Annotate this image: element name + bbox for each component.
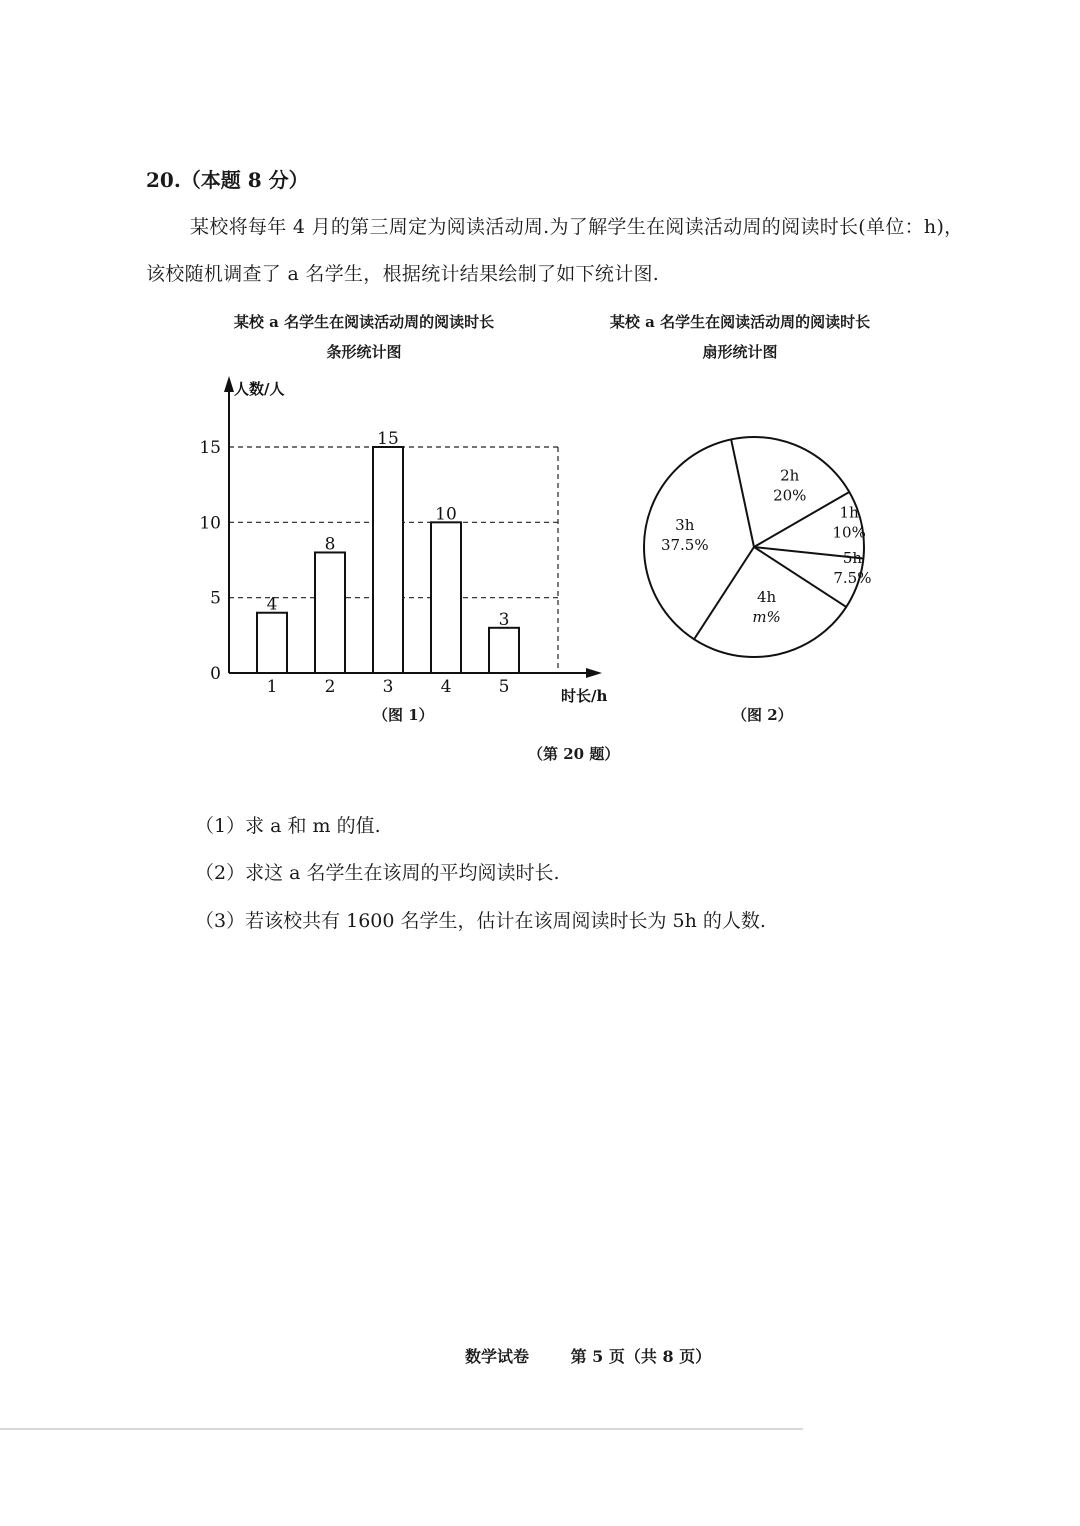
- x-axis-label: 时长/h: [561, 687, 608, 705]
- question-intro-line-1: 某校将每年 4 月的第三周定为阅读活动周.为了解学生在阅读活动周的阅读时长(单位：h)，: [190, 216, 964, 238]
- question-intro-line-2: 该校随机调查了 a 名学生，根据统计结果绘制了如下统计图.: [146, 263, 660, 285]
- pie-slice-label-3h: 3h: [675, 516, 695, 535]
- pie-slice-value-4h: m%: [752, 608, 781, 627]
- pie-slice-value-3h: 37.5%: [660, 536, 709, 555]
- bar-value-label-5: 3: [498, 609, 510, 630]
- figure-1-caption: （图 1）: [373, 706, 434, 724]
- footer-subject: 数学试卷: [465, 1347, 530, 1366]
- sub-question-3: （3）若该校共有 1600 名学生，估计在该周阅读时长为 5h 的人数.: [195, 910, 766, 932]
- x-tick-label-4: 4: [440, 677, 452, 697]
- pie-slice-label-2h: 2h: [780, 466, 800, 485]
- pie-slice-label-1h: 1h: [839, 503, 859, 522]
- y-tick-label-5: 5: [210, 588, 221, 609]
- y-axis-label: 人数/人: [234, 380, 285, 398]
- x-tick-label-1: 1: [266, 677, 278, 697]
- bar-chart-title: 某校 a 名学生在阅读活动周的阅读时长: [233, 313, 495, 331]
- x-tick-label-5: 5: [498, 677, 510, 697]
- y-tick-label-10: 10: [199, 513, 221, 534]
- pie-chart-title: 某校 a 名学生在阅读活动周的阅读时长: [609, 313, 871, 331]
- x-tick-label-2: 2: [324, 677, 336, 697]
- y-tick-label-0: 0: [210, 664, 221, 684]
- bar-chart-subtitle: 条形统计图: [326, 343, 402, 361]
- pie-slice-value-2h: 20%: [773, 486, 807, 505]
- question-header: 20.（本题 8 分）: [146, 168, 309, 192]
- bar-value-label-3: 15: [377, 429, 399, 449]
- pie-slice-value-1h: 10%: [832, 523, 866, 542]
- pie-chart: [0, 0, 1080, 740]
- sub-question-2: （2）求这 a 名学生在该周的平均阅读时长.: [195, 862, 560, 884]
- y-tick-label-15: 15: [199, 438, 221, 458]
- question-figure-caption: （第 20 题）: [528, 745, 620, 763]
- pie-slice-label-4h: 4h: [756, 588, 777, 607]
- sub-question-1: （1）求 a 和 m 的值.: [195, 815, 381, 837]
- footer-page-number: 第 5 页（共 8 页）: [570, 1347, 712, 1366]
- figure-2-caption: （图 2）: [732, 706, 793, 724]
- bar-value-label-2: 8: [324, 534, 336, 555]
- page-footer: [465, 1344, 747, 1367]
- bottom-divider: [0, 1428, 803, 1430]
- x-tick-label-3: 3: [382, 677, 394, 697]
- pie-slice-value-5h: 7.5%: [833, 569, 872, 588]
- pie-chart-subtitle: 扇形统计图: [702, 343, 778, 361]
- bar-value-label-1: 4: [266, 594, 278, 615]
- pie-slice-label-5h: 5h: [842, 549, 863, 568]
- bar-value-label-4: 10: [435, 504, 457, 525]
